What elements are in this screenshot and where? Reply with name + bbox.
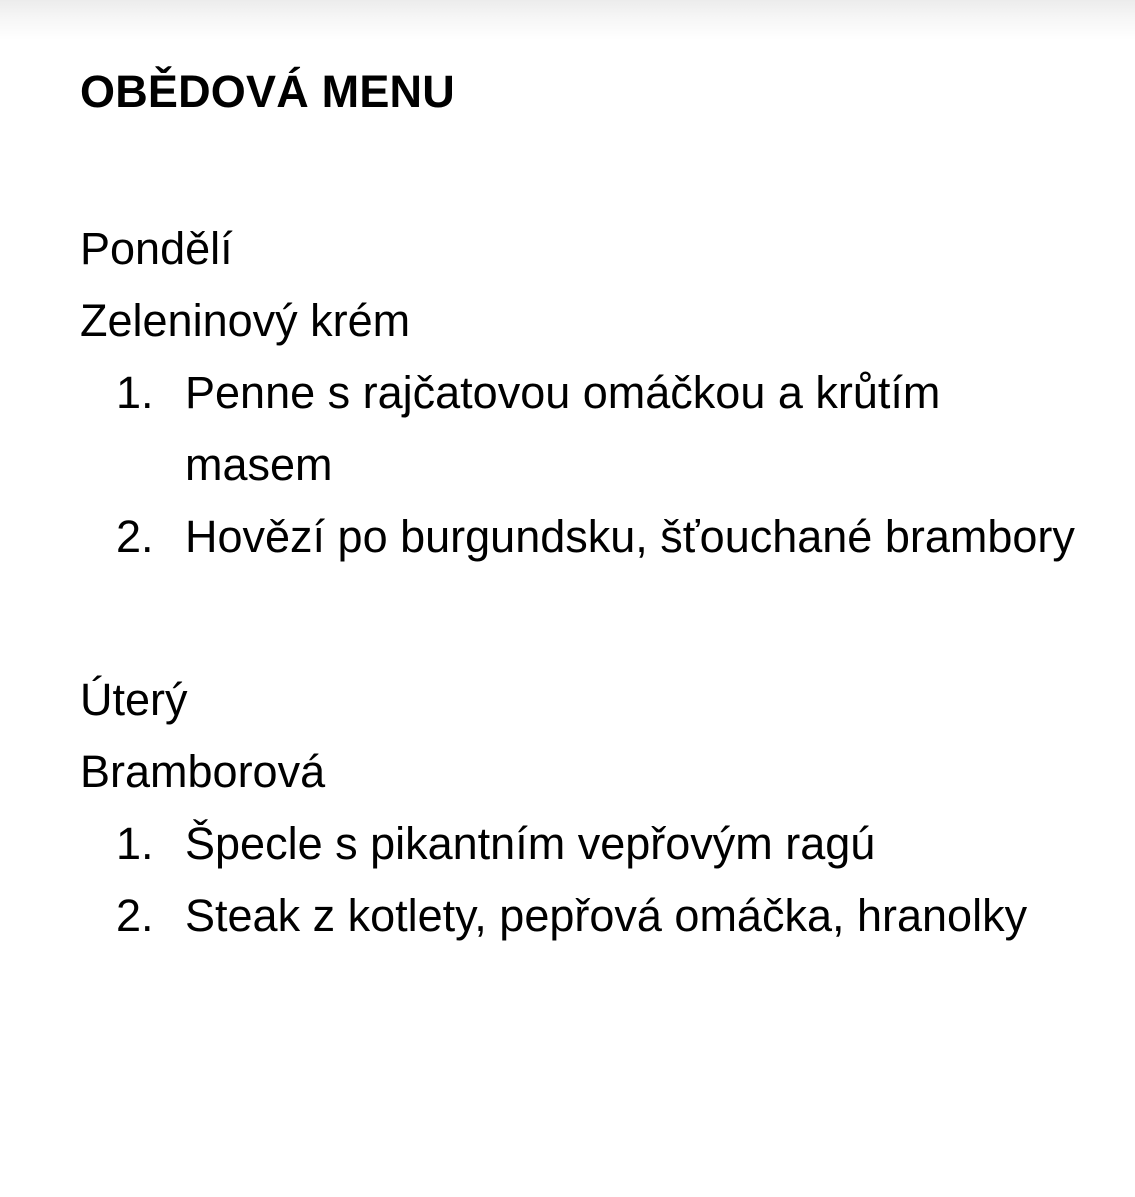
meal-text: Špecle s pikantním vepřovým ragú	[185, 818, 876, 869]
soup-name: Zeleninový krém	[80, 295, 411, 346]
meal-text: Steak z kotlety, pepřová omáčka, hranolky	[185, 890, 1028, 941]
day-name: Úterý	[80, 674, 188, 725]
meal-text: Hovězí po burgundsku, šťouchané brambory	[185, 511, 1075, 562]
soup-name: Bramborová	[80, 746, 326, 797]
meal-text: Penne s rajčatovou omáčkou a krůtím masem	[185, 367, 941, 490]
meal-number: 1.	[116, 367, 154, 418]
meal-number: 2.	[116, 890, 154, 941]
meal-item	[80, 808, 1100, 880]
meal-item	[80, 880, 1100, 952]
day-section-monday	[80, 214, 1100, 573]
meal-number: 1.	[116, 818, 154, 869]
day-section-tuesday	[80, 665, 1100, 952]
day-name: Pondělí	[80, 223, 233, 274]
meal-list	[80, 357, 1100, 573]
meal-item	[80, 501, 1100, 573]
menu-title: OBĚDOVÁ MENU	[80, 66, 455, 117]
meal-list	[80, 808, 1100, 952]
meal-number: 2.	[116, 511, 154, 562]
meal-item	[80, 357, 1100, 501]
top-shadow	[0, 0, 1135, 40]
menu-document	[80, 60, 1100, 952]
